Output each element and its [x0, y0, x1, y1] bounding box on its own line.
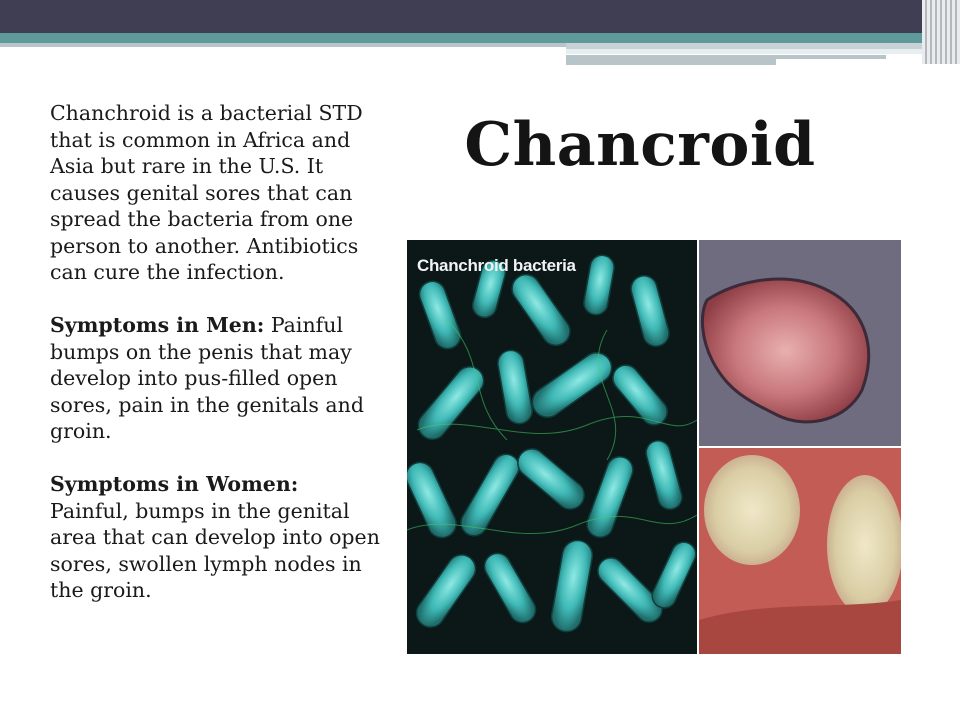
slide-body-text [50, 100, 380, 630]
men-symptoms-text: Painful bumps on the penis that may develop into pus-filled open sores, pain in the genitals and groin. [50, 313, 364, 443]
sore-left [704, 455, 800, 565]
bacteria-and-lesion-photo [407, 240, 901, 654]
photo-label: Chanchroid bacteria [417, 256, 576, 275]
women-symptoms-text: Painful, bumps in the genital area that can develop into open sores, swollen lymph nodes in the groin. [50, 498, 380, 602]
slide-title: Chancroid [464, 110, 816, 180]
men-symptoms-heading: Symptoms in Men: [50, 313, 265, 337]
accent-band-stack [566, 43, 922, 65]
photo-illustration [407, 240, 901, 654]
top-decorative-bar [0, 0, 960, 33]
grey-accent-band [0, 43, 566, 47]
men-symptoms-paragraph [50, 312, 380, 445]
women-symptoms-paragraph [50, 471, 380, 604]
top-right-stripes [922, 0, 960, 64]
women-symptoms-heading: Symptoms in Women: [50, 472, 299, 496]
sore-right [827, 475, 901, 615]
intro-paragraph: Chanchroid is a bacterial STD that is common in Africa and Asia but rare in the U.S. It causes genital sores that can spread the bacteria from one person to another. Antibiotics can cure the infection. [50, 101, 363, 284]
teal-accent-band [0, 33, 922, 43]
